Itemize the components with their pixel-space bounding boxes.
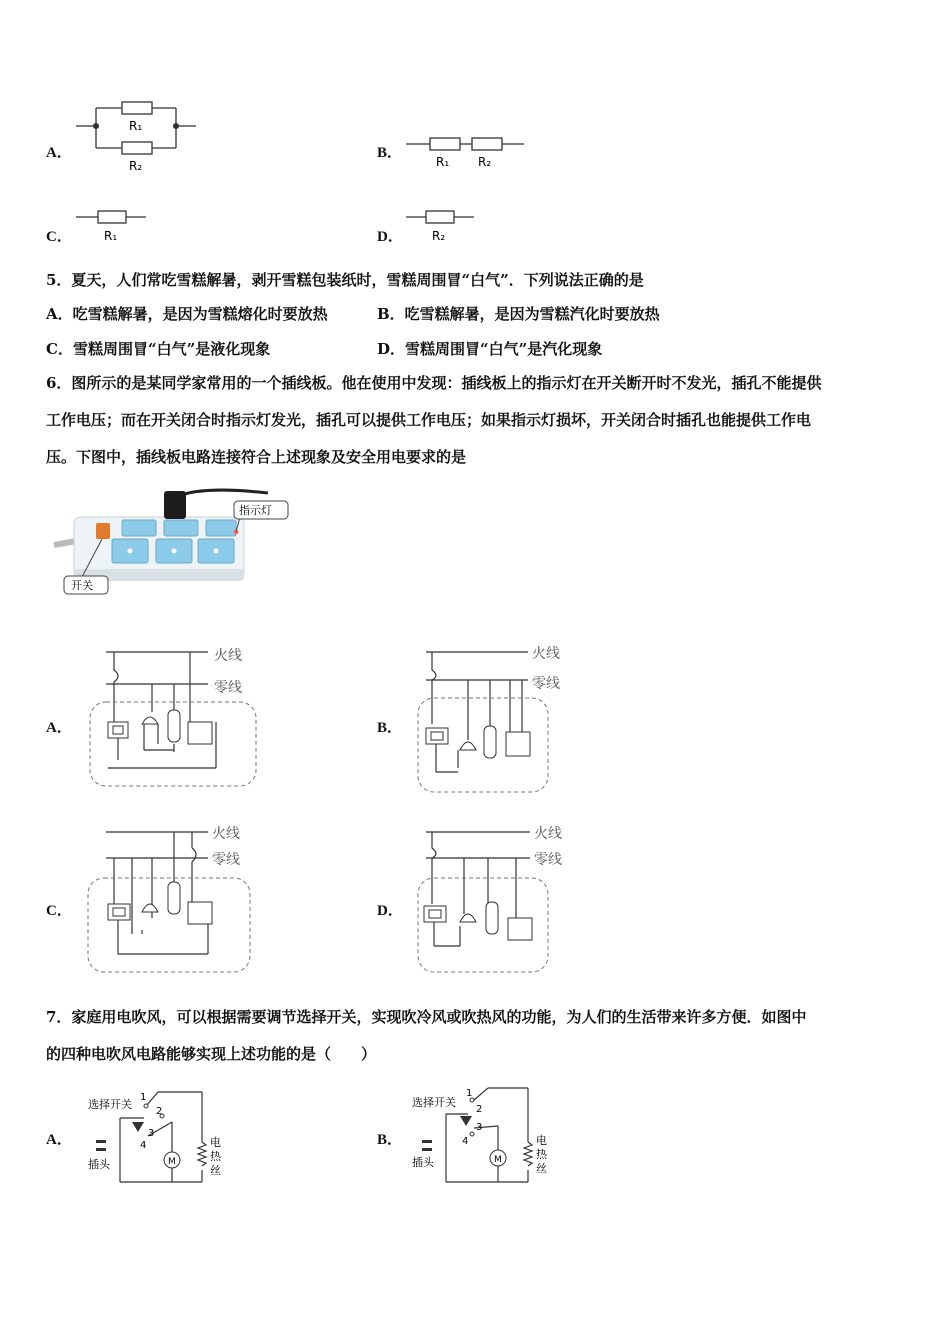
- q7-option-a-label[interactable]: A．: [46, 1132, 72, 1148]
- q7-a-n1: 1: [140, 1092, 147, 1103]
- q6-a-live: 火线: [214, 648, 242, 664]
- q7-a-n3: 3: [148, 1128, 155, 1139]
- q4-circuit-c: [74, 206, 150, 246]
- q7-b-heater-1: 电: [536, 1134, 547, 1147]
- q6-option-a-label[interactable]: A．: [46, 720, 72, 736]
- q4-option-d-label[interactable]: D．: [377, 229, 403, 245]
- q4-a-r2: R₂: [129, 159, 143, 173]
- power-strip-photo: [46, 483, 296, 603]
- q7-circuit-b: [410, 1086, 556, 1186]
- q6-circuit-d: [404, 818, 584, 978]
- q6-b-neutral: 零线: [532, 676, 560, 692]
- q6-option-b-label[interactable]: B．: [377, 720, 403, 736]
- q7-b-plug: 插头: [412, 1156, 434, 1169]
- q6-stem-line2: 工作电压；而在开关闭合时指示灯发光，插孔可以提供工作电压；如果指示灯损坏，开关闭合时插孔也能提供工作电: [46, 411, 812, 429]
- q6-a-neutral: 零线: [214, 680, 242, 696]
- q4-a-r1: R₁: [129, 119, 143, 133]
- q6-c-live: 火线: [212, 826, 240, 842]
- q5-option-c[interactable]: C．雪糕周围冒“白气”是液化现象: [46, 340, 271, 358]
- q6-c-neutral: 零线: [212, 852, 240, 868]
- q7-b-n1: 1: [466, 1088, 473, 1099]
- q7-a-switch: 选择开关: [88, 1098, 132, 1111]
- q6-circuit-c: [82, 818, 262, 974]
- q7-b-n2: 2: [476, 1104, 483, 1115]
- q6-d-live: 火线: [534, 826, 562, 842]
- q7-option-b-label[interactable]: B．: [377, 1132, 403, 1148]
- q4-option-a-label[interactable]: A．: [46, 145, 72, 161]
- q7-a-heater-1: 电: [210, 1136, 221, 1149]
- q5-option-a[interactable]: A．吃雪糕解暑，是因为雪糕熔化时要放热: [46, 305, 328, 323]
- q7-a-n4: 4: [140, 1140, 147, 1151]
- q5-option-b[interactable]: B．吃雪糕解暑，是因为雪糕汽化时要放热: [377, 305, 660, 323]
- q6-circuit-b: [402, 640, 582, 800]
- q4-circuit-d: [404, 206, 478, 246]
- q7-stem-line1: 7．家庭用电吹风，可以根据需要调节选择开关，实现吹冷风或吹热风的功能，为人们的生活带来许多方便．如图中: [46, 1008, 807, 1026]
- q7-a-heater-3: 丝: [210, 1164, 221, 1177]
- strip-switch: [96, 523, 110, 539]
- callout-indicator: 指示灯: [239, 504, 272, 517]
- q6-option-c-label[interactable]: C．: [46, 903, 72, 919]
- q7-b-n3: 3: [476, 1122, 483, 1133]
- q7-b-motor: M: [494, 1155, 502, 1165]
- q4-d-r2: R₂: [432, 229, 446, 243]
- q4-circuit-a: [72, 98, 200, 174]
- q7-b-n4: 4: [462, 1136, 469, 1147]
- q6-d-neutral: 零线: [534, 852, 562, 868]
- q6-b-live: 火线: [532, 646, 560, 662]
- q7-a-plug: 插头: [88, 1158, 110, 1171]
- q7-b-heater-3: 丝: [536, 1162, 547, 1175]
- q4-option-b-label[interactable]: B．: [377, 145, 403, 161]
- q6-stem-line1: 6．图所示的是某同学家常用的一个插线板。他在使用中发现：插线板上的指示灯在开关断开时不发光，插孔不能提供: [46, 374, 822, 392]
- q6-circuit-a: [86, 640, 262, 790]
- q4-b-r2: R₂: [478, 155, 492, 169]
- q6-option-d-label[interactable]: D．: [377, 903, 403, 919]
- q7-a-motor: M: [168, 1157, 176, 1167]
- q6-stem-line3: 压。下图中，插线板电路连接符合上述现象及安全用电要求的是: [46, 448, 467, 466]
- q5-option-d[interactable]: D．雪糕周围冒“白气”是汽化现象: [377, 340, 603, 358]
- q7-b-switch: 选择开关: [412, 1096, 456, 1109]
- q4-option-c-label[interactable]: C．: [46, 229, 72, 245]
- q7-a-heater-2: 热: [210, 1150, 221, 1163]
- q7-a-n2: 2: [156, 1106, 163, 1117]
- q4-b-r1: R₁: [436, 155, 450, 169]
- q7-circuit-a: [84, 1086, 230, 1186]
- q4-c-r1: R₁: [104, 229, 118, 243]
- q7-stem-line2: 的四种电吹风电路能够实现上述功能的是（ ）: [46, 1045, 377, 1063]
- q4-circuit-b: [404, 132, 528, 174]
- q7-b-heater-2: 热: [536, 1148, 547, 1161]
- callout-switch: 开关: [71, 579, 93, 592]
- q5-stem: 5．夏天，人们常吃雪糕解暑，剥开雪糕包装纸时，雪糕周围冒“白气”．下列说法正确的是: [46, 271, 644, 289]
